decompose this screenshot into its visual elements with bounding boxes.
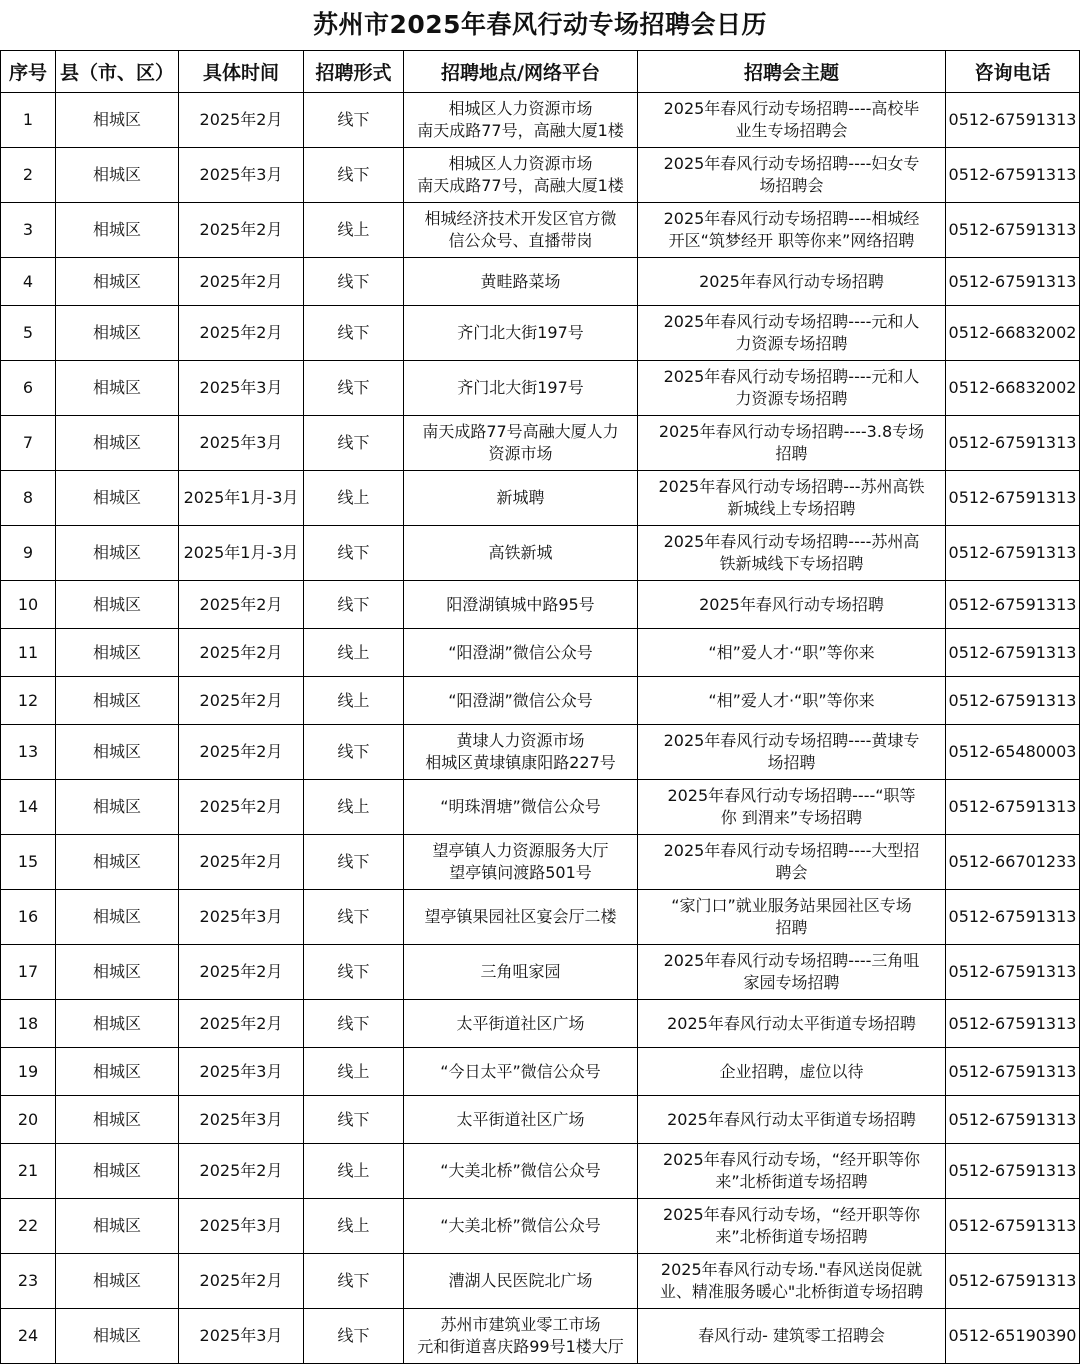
cell-location [404,1000,638,1048]
cell-index: 5 [1,306,56,361]
cell-phone: 0512-67591313 [946,1144,1080,1199]
location-line: 相城区黄埭镇康阳路227号 [425,753,616,772]
cell-time: 2025年2月 [179,835,304,890]
cell-time: 2025年3月 [179,416,304,471]
cell-location [404,1144,638,1199]
cell-time: 2025年1月-3月 [179,526,304,581]
theme-line: 家园专场招聘 [743,973,840,992]
table-row [1,1000,1080,1048]
cell-district: 相城区 [56,93,179,148]
cell-phone: 0512-66832002 [946,361,1080,416]
cell-location [404,1048,638,1096]
cell-form: 线下 [304,148,404,203]
theme-line: 2025年春风行动专场招聘----三角咀 [663,951,920,970]
location-line: “阳澄湖”微信公众号 [448,642,593,662]
location-line: “今日太平”微信公众号 [440,1061,601,1081]
table-row [1,93,1080,148]
cell-theme [638,1254,946,1309]
cell-theme [638,1144,946,1199]
cell-location [404,416,638,471]
cell-location [404,361,638,416]
cell-time: 2025年2月 [179,725,304,780]
cell-time: 2025年3月 [179,1048,304,1096]
cell-phone: 0512-67591313 [946,677,1080,725]
theme-line: 2025年春风行动专场招聘---苏州高铁 [658,477,925,496]
location-line: 齐门北大街197号 [457,323,584,342]
cell-location [404,258,638,306]
cell-theme [638,1309,946,1364]
cell-time: 2025年3月 [179,1199,304,1254]
cell-theme [638,890,946,945]
theme-line: 力资源专场招聘 [735,334,848,353]
cell-theme [638,471,946,526]
cell-index: 9 [1,526,56,581]
theme-line: 2025年春风行动专场招聘----大型招 [663,841,920,860]
cell-district: 相城区 [56,890,179,945]
cell-form: 线上 [304,471,404,526]
location-line: 苏州市建筑业零工市场 [440,1315,601,1334]
cell-index: 8 [1,471,56,526]
theme-line: 2025年春风行动专场招聘----黄埭专 [663,731,920,750]
theme-line: 铁新城线下专场招聘 [719,554,864,573]
cell-phone: 0512-67591313 [946,93,1080,148]
cell-phone: 0512-67591313 [946,780,1080,835]
theme-line: 2025年春风行动专场招聘 [699,594,884,614]
table-row [1,1254,1080,1309]
cell-index: 16 [1,890,56,945]
location-line: 相城区人力资源市场 [448,99,593,118]
cell-theme [638,629,946,677]
cell-time: 2025年2月 [179,677,304,725]
location-line: 相城区人力资源市场 [448,154,593,173]
cell-phone: 0512-67591313 [946,1254,1080,1309]
location-line: 望亭镇果园社区宴会厅二楼 [424,907,617,926]
cell-time: 2025年2月 [179,629,304,677]
cell-index: 12 [1,677,56,725]
cell-location [404,93,638,148]
cell-form: 线上 [304,1048,404,1096]
cell-district: 相城区 [56,1096,179,1144]
cell-form: 线上 [304,780,404,835]
table-row [1,725,1080,780]
cell-phone: 0512-67591313 [946,890,1080,945]
theme-line: 来”北桥街道专场招聘 [715,1172,868,1191]
cell-theme [638,306,946,361]
cell-phone: 0512-65190390 [946,1309,1080,1364]
theme-line: 2025年春风行动专场，“经开职等你 [662,1205,920,1224]
cell-time: 2025年2月 [179,203,304,258]
location-line: 信公众号、直播带岗 [448,231,593,250]
location-line: “阳澄湖”微信公众号 [448,690,593,710]
cell-time: 2025年2月 [179,1254,304,1309]
cell-phone: 0512-67591313 [946,629,1080,677]
cell-location [404,148,638,203]
cell-district: 相城区 [56,1000,179,1048]
table-body [1,93,1080,1364]
cell-index: 17 [1,945,56,1000]
cell-district: 相城区 [56,677,179,725]
cell-district: 相城区 [56,1144,179,1199]
location-line: 南天成路77号，高融大厦1楼 [417,176,624,195]
table-row [1,581,1080,629]
cell-index: 22 [1,1199,56,1254]
cell-theme [638,835,946,890]
theme-line: 2025年春风行动专场招聘----高校毕 [663,99,920,118]
header-location: 招聘地点/网络平台 [404,51,638,93]
location-line: 阳澄湖镇城中路95号 [446,594,595,614]
cell-time: 2025年2月 [179,780,304,835]
cell-time: 2025年3月 [179,1309,304,1364]
theme-line: 2025年春风行动太平街道专场招聘 [667,1109,916,1129]
cell-location [404,780,638,835]
cell-phone: 0512-67591313 [946,416,1080,471]
cell-phone: 0512-66832002 [946,306,1080,361]
cell-form: 线下 [304,258,404,306]
cell-district: 相城区 [56,1309,179,1364]
cell-time: 2025年3月 [179,361,304,416]
cell-form: 线下 [304,1254,404,1309]
table-row [1,471,1080,526]
cell-time: 2025年2月 [179,258,304,306]
table-row [1,677,1080,725]
header-index: 序号 [1,51,56,93]
cell-district: 相城区 [56,780,179,835]
theme-line: 2025年春风行动专场招聘 [699,271,884,291]
cell-form: 线上 [304,629,404,677]
job-fair-calendar-table [0,50,1080,1364]
cell-time: 2025年2月 [179,1000,304,1048]
cell-district: 相城区 [56,725,179,780]
cell-form: 线下 [304,890,404,945]
table-row [1,416,1080,471]
theme-line: 场招聘 [767,753,816,772]
location-line: 黄畦路菜场 [480,271,561,291]
cell-location [404,945,638,1000]
cell-location [404,1199,638,1254]
table-row [1,361,1080,416]
cell-index: 15 [1,835,56,890]
cell-theme [638,780,946,835]
header-row [1,51,1080,93]
cell-district: 相城区 [56,1254,179,1309]
cell-phone: 0512-67591313 [946,945,1080,1000]
cell-index: 14 [1,780,56,835]
location-line: 太平街道社区广场 [456,1013,585,1033]
theme-line: 2025年春风行动专场招聘----3.8专场 [658,422,925,441]
location-line: 望亭镇问渡路501号 [449,863,592,882]
table-row [1,780,1080,835]
cell-phone: 0512-67591313 [946,526,1080,581]
cell-phone: 0512-65480003 [946,725,1080,780]
theme-line: 力资源专场招聘 [735,389,848,408]
header-theme: 招聘会主题 [638,51,946,93]
cell-phone: 0512-67591313 [946,1000,1080,1048]
table-row [1,203,1080,258]
theme-line: 开区“筑梦经开 职等你来”网络招聘 [668,231,915,250]
cell-index: 2 [1,148,56,203]
cell-district: 相城区 [56,416,179,471]
cell-form: 线下 [304,581,404,629]
cell-theme [638,258,946,306]
cell-index: 4 [1,258,56,306]
header-time: 具体时间 [179,51,304,93]
location-line: 相城经济技术开发区官方微 [424,209,617,228]
cell-form: 线下 [304,945,404,1000]
theme-line: 业、精准服务暖心"北桥街道专场招聘 [659,1282,924,1301]
cell-form: 线下 [304,361,404,416]
theme-line: 聘会 [775,863,808,882]
theme-line: 场招聘会 [759,176,824,195]
cell-phone: 0512-67591313 [946,258,1080,306]
cell-phone: 0512-67591313 [946,581,1080,629]
cell-index: 23 [1,1254,56,1309]
cell-index: 18 [1,1000,56,1048]
cell-index: 19 [1,1048,56,1096]
location-line: 三角咀家园 [480,962,561,981]
cell-theme [638,361,946,416]
cell-form: 线上 [304,677,404,725]
location-line: 南天成路77号高融大厦人力 [422,422,619,441]
location-line: 太平街道社区广场 [456,1109,585,1129]
theme-line: 2025年春风行动专场招聘----“职等 [667,786,916,805]
cell-index: 10 [1,581,56,629]
cell-theme [638,1096,946,1144]
table-row [1,629,1080,677]
cell-district: 相城区 [56,203,179,258]
cell-phone: 0512-67591313 [946,471,1080,526]
cell-phone: 0512-67591313 [946,203,1080,258]
header-form: 招聘形式 [304,51,404,93]
cell-form: 线下 [304,93,404,148]
location-line: 新城聘 [496,488,545,507]
cell-form: 线下 [304,416,404,471]
cell-theme [638,1000,946,1048]
cell-district: 相城区 [56,1199,179,1254]
cell-form: 线上 [304,1144,404,1199]
cell-theme [638,93,946,148]
location-line: 漕湖人民医院北广场 [448,1271,593,1290]
cell-time: 2025年1月-3月 [179,471,304,526]
location-line: “大美北桥”微信公众号 [440,1216,601,1235]
cell-district: 相城区 [56,629,179,677]
theme-line: 2025年春风行动专场招聘----苏州高 [663,532,920,551]
cell-location [404,677,638,725]
cell-theme [638,416,946,471]
cell-theme [638,1048,946,1096]
cell-location [404,306,638,361]
cell-location [404,835,638,890]
table-row [1,306,1080,361]
table-row [1,258,1080,306]
cell-index: 11 [1,629,56,677]
cell-location [404,725,638,780]
cell-theme [638,526,946,581]
cell-theme [638,677,946,725]
cell-form: 线下 [304,1096,404,1144]
cell-time: 2025年2月 [179,581,304,629]
theme-line: 春风行动- 建筑零工招聘会 [698,1326,885,1345]
cell-form: 线下 [304,526,404,581]
cell-district: 相城区 [56,306,179,361]
cell-index: 7 [1,416,56,471]
location-line: “明珠渭塘”微信公众号 [440,797,601,816]
theme-line: 来”北桥街道专场招聘 [715,1227,868,1246]
cell-time: 2025年2月 [179,93,304,148]
cell-location [404,526,638,581]
theme-line: 业生专场招聘会 [735,121,848,140]
cell-phone: 0512-67591313 [946,1048,1080,1096]
cell-phone: 0512-67591313 [946,1096,1080,1144]
theme-line: 你 到渭来”专场招聘 [720,808,863,827]
location-line: 高铁新城 [488,543,553,562]
theme-line: 2025年春风行动专场招聘----相城经 [663,209,920,228]
cell-district: 相城区 [56,945,179,1000]
cell-district: 相城区 [56,526,179,581]
cell-form: 线下 [304,835,404,890]
header-district: 县（市、区） [56,51,179,93]
cell-location [404,1309,638,1364]
location-line: 齐门北大街197号 [457,378,584,397]
table-row [1,1199,1080,1254]
location-line: 资源市场 [488,444,553,463]
cell-form: 线下 [304,306,404,361]
cell-time: 2025年2月 [179,945,304,1000]
cell-phone: 0512-67591313 [946,148,1080,203]
table-row [1,526,1080,581]
cell-form: 线上 [304,203,404,258]
theme-line: 招聘 [775,444,808,463]
cell-index: 13 [1,725,56,780]
cell-location [404,1096,638,1144]
cell-time: 2025年3月 [179,148,304,203]
cell-location [404,471,638,526]
cell-theme [638,1199,946,1254]
theme-line: 招聘 [775,918,808,937]
table-row [1,1096,1080,1144]
theme-line: 企业招聘，虚位以待 [719,1061,864,1081]
cell-index: 3 [1,203,56,258]
table-row [1,1309,1080,1364]
header-phone: 咨询电话 [946,51,1080,93]
cell-index: 20 [1,1096,56,1144]
theme-line: “家门口”就业服务站果园社区专场 [671,896,912,915]
cell-theme [638,945,946,1000]
theme-line: 2025年春风行动专场."春风送岗促就 [660,1260,923,1279]
cell-theme [638,581,946,629]
cell-phone: 0512-66701233 [946,835,1080,890]
cell-location [404,581,638,629]
cell-phone: 0512-67591313 [946,1199,1080,1254]
table-row [1,1144,1080,1199]
table-row [1,148,1080,203]
cell-index: 24 [1,1309,56,1364]
cell-location [404,1254,638,1309]
cell-index: 1 [1,93,56,148]
location-line: 元和街道喜庆路99号1楼大厅 [417,1337,624,1356]
cell-time: 2025年3月 [179,890,304,945]
cell-location [404,890,638,945]
cell-district: 相城区 [56,835,179,890]
page-title: 苏州市2025年春风行动专场招聘会日历 [312,10,768,39]
cell-district: 相城区 [56,258,179,306]
location-line: “大美北桥”微信公众号 [440,1161,601,1180]
table-row [1,890,1080,945]
cell-theme [638,203,946,258]
location-line: 南天成路77号，高融大厦1楼 [417,121,624,140]
cell-district: 相城区 [56,361,179,416]
theme-line: 新城线上专场招聘 [727,499,856,518]
cell-time: 2025年2月 [179,306,304,361]
theme-line: 2025年春风行动太平街道专场招聘 [667,1013,916,1033]
cell-district: 相城区 [56,471,179,526]
theme-line: 2025年春风行动专场招聘----元和人 [663,312,920,331]
cell-theme [638,148,946,203]
cell-time: 2025年2月 [179,1144,304,1199]
cell-district: 相城区 [56,1048,179,1096]
theme-line: 2025年春风行动专场招聘----元和人 [663,367,920,386]
theme-line: “相”爱人才·“职”等你来 [708,690,875,710]
cell-time: 2025年3月 [179,1096,304,1144]
cell-theme [638,725,946,780]
theme-line: 2025年春风行动专场招聘----妇女专 [663,154,920,173]
table-row [1,835,1080,890]
cell-index: 6 [1,361,56,416]
cell-district: 相城区 [56,148,179,203]
table-row [1,1048,1080,1096]
cell-index: 21 [1,1144,56,1199]
table-row [1,945,1080,1000]
location-line: 黄埭人力资源市场 [456,731,585,750]
cell-location [404,629,638,677]
theme-line: “相”爱人才·“职”等你来 [708,642,875,662]
cell-form: 线下 [304,725,404,780]
cell-form: 线下 [304,1000,404,1048]
location-line: 望亭镇人力资源服务大厅 [432,841,609,860]
theme-line: 2025年春风行动专场，“经开职等你 [662,1150,920,1169]
cell-location [404,203,638,258]
cell-form: 线上 [304,1199,404,1254]
cell-form: 线下 [304,1309,404,1364]
cell-district: 相城区 [56,581,179,629]
